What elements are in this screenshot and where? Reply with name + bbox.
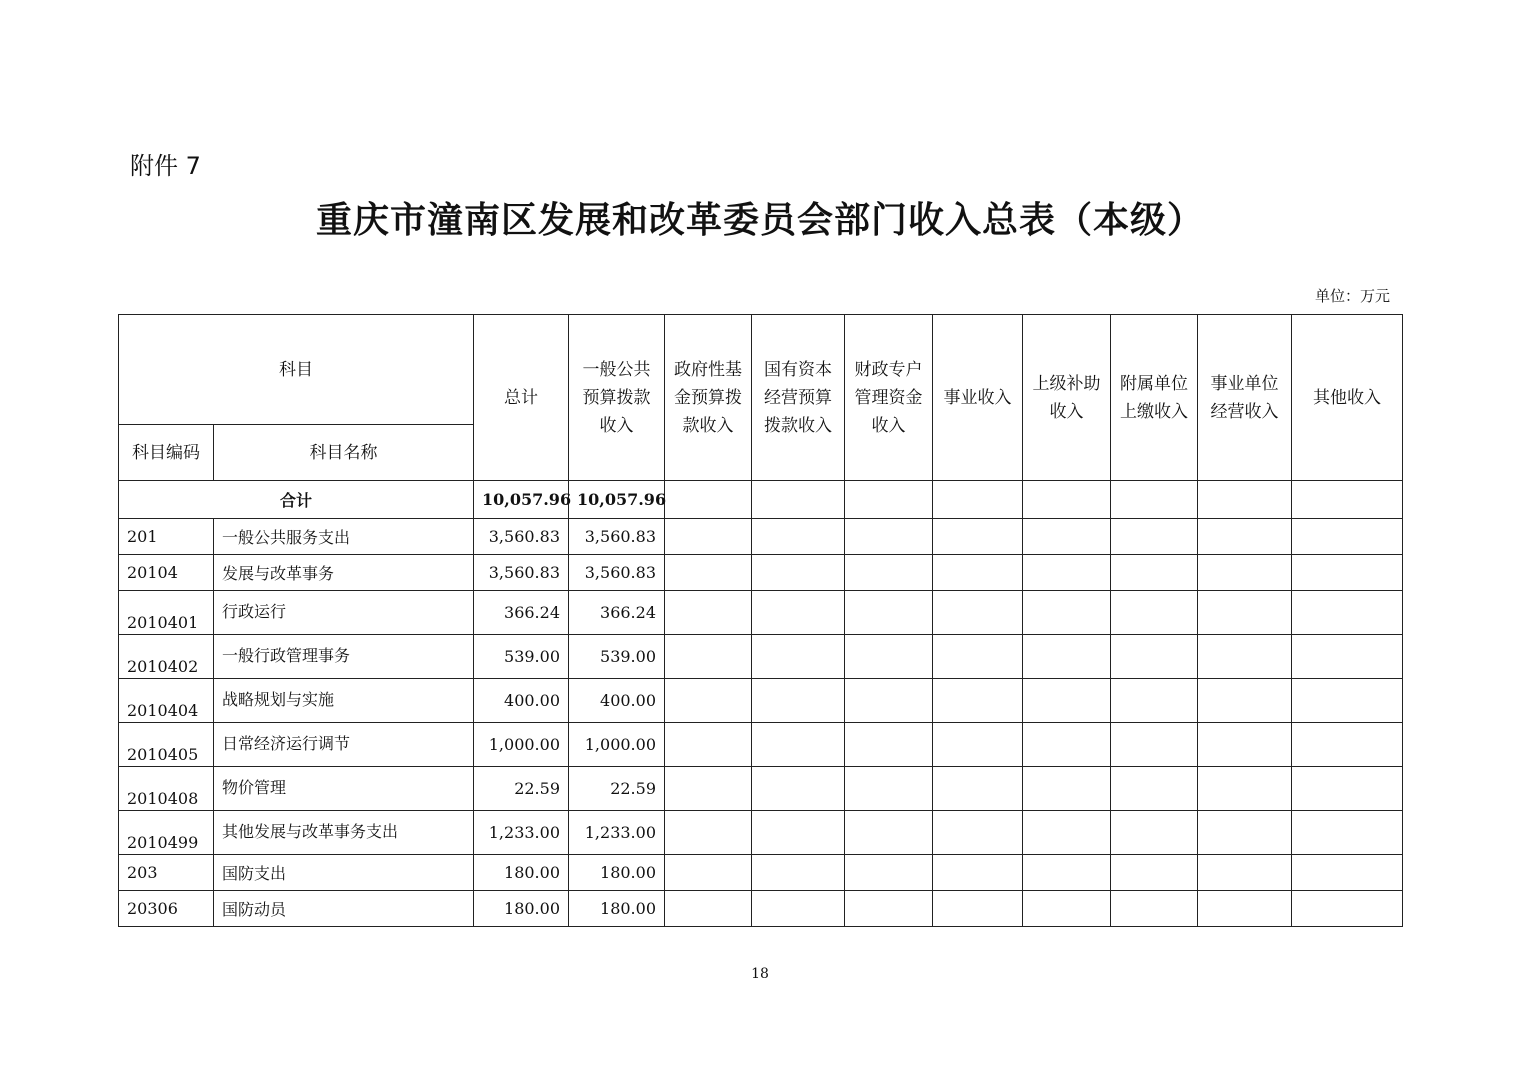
row-total: 1,233.00 bbox=[474, 811, 569, 855]
row-total: 3,560.83 bbox=[474, 555, 569, 591]
table-row bbox=[119, 591, 1403, 635]
header-subject-name: 科目名称 bbox=[214, 425, 474, 481]
header-subject-code: 科目编码 bbox=[119, 425, 214, 481]
row-code: 2010402 bbox=[119, 635, 214, 679]
row-general-budget: 22.59 bbox=[569, 767, 665, 811]
row-name: 国防支出 bbox=[214, 855, 474, 891]
header-state-capital: 国有资本经营预算拨款收入 bbox=[752, 315, 845, 481]
row-code: 2010499 bbox=[119, 811, 214, 855]
row-general-budget: 180.00 bbox=[569, 855, 665, 891]
income-table bbox=[118, 314, 1403, 927]
total-label: 合计 bbox=[119, 481, 474, 519]
attachment-label: 附件 7 bbox=[130, 152, 201, 180]
unit-label: 单位：万元 bbox=[1314, 287, 1390, 305]
header-total: 总计 bbox=[474, 315, 569, 481]
header-gov-fund: 政府性基金预算拨款收入 bbox=[665, 315, 752, 481]
row-name: 战略规划与实施 bbox=[214, 679, 474, 723]
row-code: 2010401 bbox=[119, 591, 214, 635]
row-name: 其他发展与改革事务支出 bbox=[214, 811, 474, 855]
row-total: 1,000.00 bbox=[474, 723, 569, 767]
row-total: 180.00 bbox=[474, 855, 569, 891]
row-code: 201 bbox=[119, 519, 214, 555]
table-row bbox=[119, 855, 1403, 891]
row-general-budget: 539.00 bbox=[569, 635, 665, 679]
row-total: 539.00 bbox=[474, 635, 569, 679]
header-business-operation: 事业单位经营收入 bbox=[1198, 315, 1292, 481]
table-row bbox=[119, 519, 1403, 555]
row-name: 发展与改革事务 bbox=[214, 555, 474, 591]
row-name: 一般行政管理事务 bbox=[214, 635, 474, 679]
row-general-budget: 3,560.83 bbox=[569, 555, 665, 591]
row-code: 2010404 bbox=[119, 679, 214, 723]
table-row bbox=[119, 635, 1403, 679]
row-total: 3,560.83 bbox=[474, 519, 569, 555]
row-general-budget: 366.24 bbox=[569, 591, 665, 635]
row-code: 20104 bbox=[119, 555, 214, 591]
row-code: 2010405 bbox=[119, 723, 214, 767]
row-general-budget: 1,233.00 bbox=[569, 811, 665, 855]
table-row bbox=[119, 679, 1403, 723]
row-code: 2010408 bbox=[119, 767, 214, 811]
header-affiliated-payment: 附属单位上缴收入 bbox=[1111, 315, 1198, 481]
header-subject: 科目 bbox=[119, 315, 474, 425]
row-general-budget: 180.00 bbox=[569, 891, 665, 927]
row-name: 物价管理 bbox=[214, 767, 474, 811]
row-name: 行政运行 bbox=[214, 591, 474, 635]
total-general-budget: 10,057.96 bbox=[569, 481, 665, 519]
header-general-budget: 一般公共预算拨款收入 bbox=[569, 315, 665, 481]
header-other-income: 其他收入 bbox=[1292, 315, 1403, 481]
table-row bbox=[119, 891, 1403, 927]
row-total: 180.00 bbox=[474, 891, 569, 927]
header-superior-subsidy: 上级补助收入 bbox=[1023, 315, 1111, 481]
table-row bbox=[119, 555, 1403, 591]
total-row bbox=[119, 481, 1403, 519]
row-name: 日常经济运行调节 bbox=[214, 723, 474, 767]
total-total: 10,057.96 bbox=[474, 481, 569, 519]
row-total: 22.59 bbox=[474, 767, 569, 811]
row-general-budget: 1,000.00 bbox=[569, 723, 665, 767]
header-business-income: 事业收入 bbox=[933, 315, 1023, 481]
row-name: 一般公共服务支出 bbox=[214, 519, 474, 555]
row-code: 20306 bbox=[119, 891, 214, 927]
page-title: 重庆市潼南区发展和改革委员会部门收入总表（本级） bbox=[315, 199, 1204, 241]
table-row bbox=[119, 723, 1403, 767]
table-row bbox=[119, 767, 1403, 811]
row-code: 203 bbox=[119, 855, 214, 891]
row-general-budget: 400.00 bbox=[569, 679, 665, 723]
page-number: 18 bbox=[751, 966, 769, 982]
header-fiscal-special: 财政专户管理资金收入 bbox=[845, 315, 933, 481]
row-total: 366.24 bbox=[474, 591, 569, 635]
row-general-budget: 3,560.83 bbox=[569, 519, 665, 555]
row-name: 国防动员 bbox=[214, 891, 474, 927]
table-row bbox=[119, 811, 1403, 855]
row-total: 400.00 bbox=[474, 679, 569, 723]
